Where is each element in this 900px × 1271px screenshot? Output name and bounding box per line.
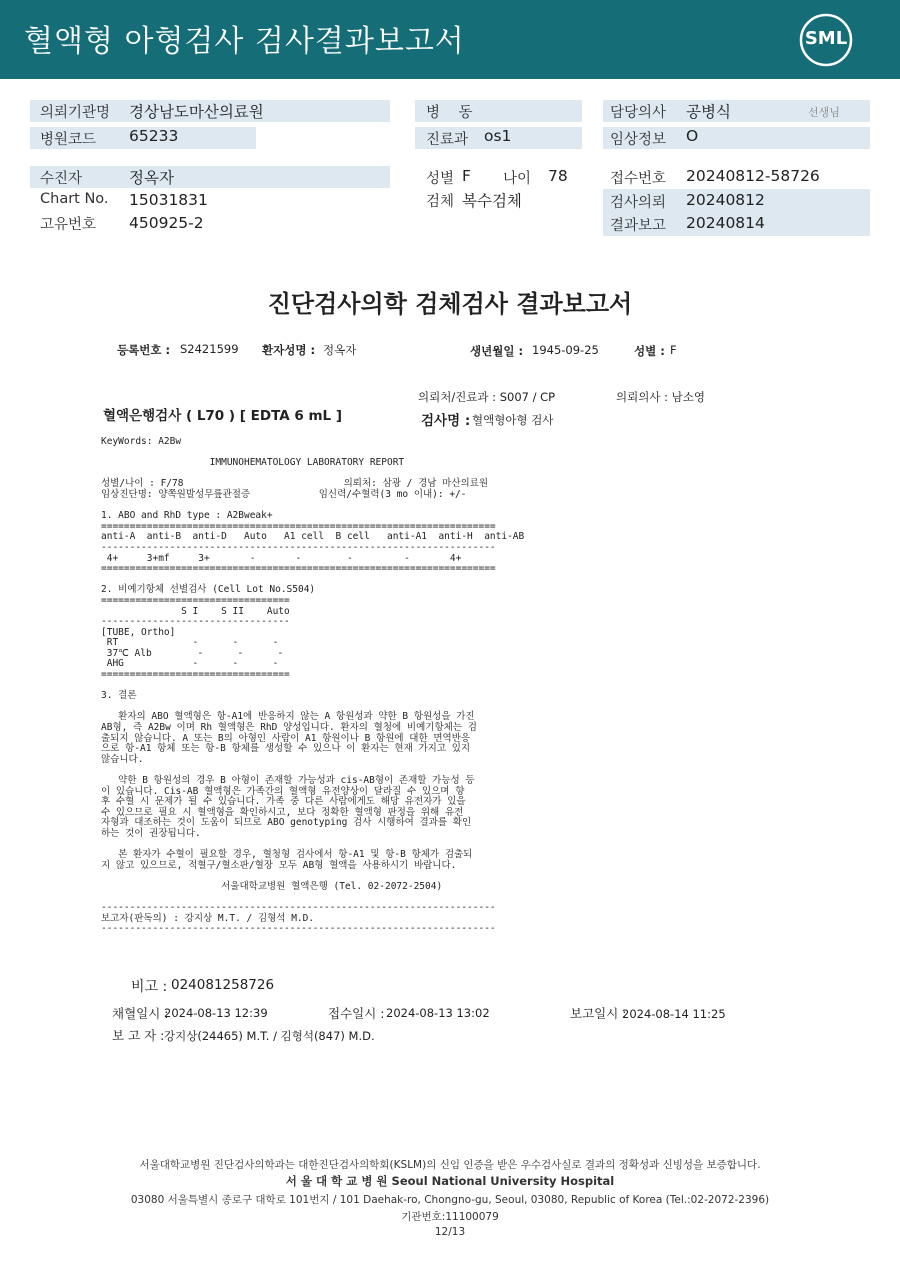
ref-doctor: 의뢰의사 : 남소영	[616, 390, 705, 404]
receipt-label: 접수번호	[610, 171, 667, 187]
report-date-label: 보고일시 :	[570, 1006, 627, 1021]
sex-value: F	[462, 167, 471, 185]
hospital-code-value: 65233	[129, 127, 179, 145]
institution-value: 경상남도마산의료원	[129, 103, 264, 121]
chart-value: 15031831	[129, 191, 208, 209]
remark-label: 비고 :	[131, 979, 168, 995]
patient-value: 정옥자	[129, 169, 174, 187]
patient-bar	[30, 166, 390, 188]
receive-value: 2024-08-13 13:02	[386, 1006, 490, 1020]
test-name-label: 검사명 :	[421, 413, 471, 429]
report-title: 진단검사의학 검체검사 결과보고서	[267, 290, 633, 318]
patient-label: 수진자	[40, 171, 83, 187]
doctor-value: 공병식	[686, 103, 731, 121]
report-sex-label: 성별 :	[634, 344, 665, 358]
doctor-label: 담당의사	[610, 105, 667, 121]
test-kind: 혈액은행검사 ( L70 ) [ EDTA 6 mL ]	[103, 408, 343, 424]
dept-value: os1	[484, 127, 512, 145]
report-sex-value: F	[670, 343, 677, 357]
page-number: 12/13	[434, 1226, 466, 1238]
specimen-label: 검체	[426, 194, 455, 210]
test-name-value: 혈액형아형 검사	[472, 413, 554, 427]
sex-label: 성별	[426, 171, 455, 187]
receipt-value: 20240812-58726	[686, 167, 820, 185]
unique-label: 고유번호	[40, 217, 97, 233]
specimen-value: 복수검체	[462, 192, 522, 210]
chart-label: Chart No.	[40, 191, 109, 207]
clinical-label: 임상정보	[610, 132, 667, 148]
collect-label: 채혈일시 :	[112, 1006, 169, 1021]
name-value: 정옥자	[323, 343, 357, 357]
request-value: 20240812	[686, 191, 765, 209]
footer-institution-number: 기관번호:11100079	[401, 1211, 499, 1223]
ref-dept: 의뢰처/진료과 : S007 / CP	[418, 390, 556, 404]
hospital-code-label: 병원코드	[40, 132, 97, 148]
clinical-value: O	[686, 127, 699, 145]
age-label: 나이	[503, 171, 532, 187]
institution-label: 의뢰기관명	[40, 105, 111, 121]
unique-value: 450925-2	[129, 214, 204, 232]
logo-text: SML	[804, 28, 848, 49]
doctor-suffix: 선생님	[808, 106, 840, 119]
footer-address: 03080 서울특별시 종로구 대학로 101번지 / 101 Daehak-ro, Chongno-gu, Seoul, 03080, Republic of Korea (Tel.:02-2072-2396)	[130, 1194, 770, 1206]
dob-value: 1945-09-25	[532, 343, 599, 357]
lab-report-text: KeyWords: A2Bw IMMUNOHEMATOLOGY LABORATORY REPORT 성별/나이 : F/78 의뢰처: 삼광 / 경남 마산의료원 임상진단명: 양쪽원발성무릎관절증 임신력/수혈력(3 mo 이내): +/- 1. ABO and RhD type : A2Bweak+ ===================================================================== anti-A anti-B anti-D Auto A1 cell B cell anti-A1 anti-H anti-AB --------------------------------------------------------------------- 4+ 3+mf 3+ - - - - 4+ ===================================================================== 2. 비예기항체 선별검사 (Cell Lot No.S504) ================================= S I S II Auto --------------------------------- [TUBE, Ortho] RT - - - 37℃ Alb - - - AHG - - - ================================= 3. 결론 환자의 ABO 혈액형은 항-A1에 반응하지 않는 A 항원성과 약한 B 항원성을 가진 AB형, 즉 A2Bw 이며 Rh 혈액형은 RhD 양성입니다. 환자의 혈청에 비예기항체는 검 출되지 않습니다. A 또는 B의 아형인 사람이 A1 항원이나 B 항원에 대한 면역반응 으로 항-A1 항체 또는 항-B 항체를 생성할 수 있으나 이 환자는 현재 가지고 있지 않습니다. 약한 B 항원성의 경우 B 아형이 존재할 가능성과 cis-AB형이 존재할 가능성 등 이 있습니다. Cis-AB 혈액형은 가족간의 혈액형 유전양상이 달라질 수 있으며 향 후 수혈 시 문제가 될 수 있습니다. 가족 중 다른 사람에게도 해당 유전자가 있을 수 있으므로 필요 시 혈액형을 확인하시고, 보다 정확한 혈액형 판정을 위해 유전 자형과 대조하는 것이 도움이 되므로 ABO genotyping 검사 시행하여 결과를 확인 하는 것이 권장됩니다. 본 환자가 수혈이 필요할 경우, 혈청형 검사에서 항-A1 및 항-B 항체가 검출되 지 않고 있으므로, 적혈구/혈소판/혈장 모두 AB형 혈액을 사용하시기 바랍니다. 서울대학교병원 혈액은행 (Tel. 02-2072-2504) --------------------------------------------------------------------- 보고자(판독의) : 강지상 M.T. / 김형석 M.D. ---------------------------------------------------------------------	[101, 436, 525, 935]
collect-value: 2024-08-13 12:39	[164, 1006, 268, 1020]
sml-logo	[798, 12, 854, 68]
age-value: 78	[548, 167, 568, 185]
dept-label: 진료과	[426, 132, 469, 148]
page-title: 혈액형 아형검사 검사결과보고서	[24, 24, 465, 59]
remark-value: 024081258726	[171, 977, 275, 993]
result-label: 결과보고	[610, 218, 667, 234]
reporter-label: 보 고 자 :	[112, 1028, 165, 1043]
result-value: 20240814	[686, 214, 765, 232]
reg-value: S2421599	[180, 342, 239, 356]
name-label: 환자성명 :	[262, 343, 316, 357]
receive-label: 접수일시 :	[328, 1006, 385, 1021]
reg-label: 등록번호 :	[117, 343, 171, 357]
footer-certification: 서울대학교병원 진단검사의학과는 대한진단검사의학회(KSLM)의 신임 인증을 받은 우수검사실로 결과의 정확성과 신빙성을 보증합니다.	[139, 1159, 761, 1171]
ward-label: 병 동	[426, 105, 473, 121]
reporter-value: 강지상(24465) M.T. / 김형석(847) M.D.	[164, 1029, 375, 1043]
request-label: 검사의뢰	[610, 195, 667, 211]
report-date-value: 2024-08-14 11:25	[622, 1007, 726, 1021]
footer-hospital-name: 서 울 대 학 교 병 원 Seoul National University Hospital	[285, 1174, 615, 1188]
dob-label: 생년월일 :	[470, 344, 524, 358]
